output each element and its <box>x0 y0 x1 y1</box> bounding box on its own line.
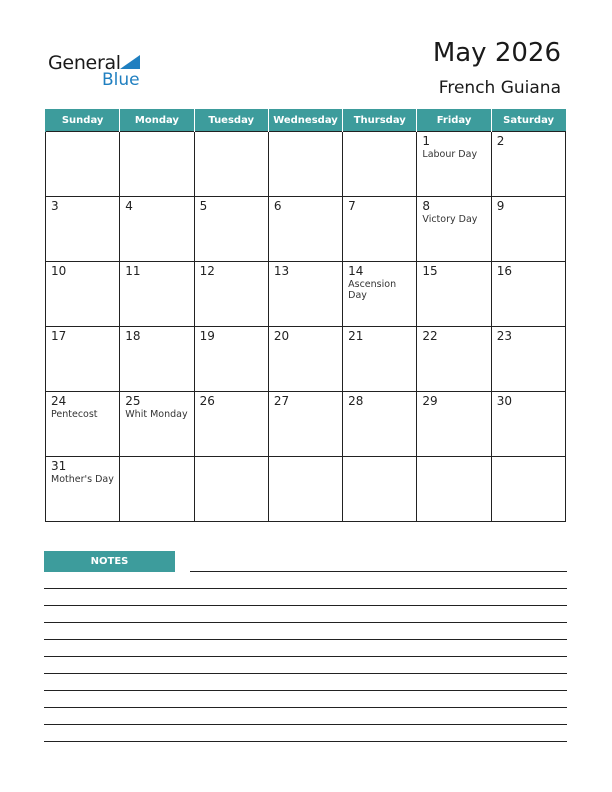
day-cell <box>491 327 565 392</box>
notes-rule-line <box>44 639 567 640</box>
day-cell <box>343 262 417 327</box>
day-number: 7 <box>348 199 356 213</box>
notes-rule-line <box>44 741 567 742</box>
day-cell <box>268 132 342 197</box>
day-number: 17 <box>51 329 67 343</box>
day-cell <box>120 327 194 392</box>
day-number: 1 <box>422 134 431 148</box>
day-number: 22 <box>422 329 438 343</box>
holiday-label: Ascension Day <box>348 279 397 301</box>
holiday-label: Whit Monday <box>125 409 188 420</box>
day-number: 28 <box>348 394 364 408</box>
day-cell <box>268 197 342 262</box>
calendar-grid <box>45 109 566 522</box>
day-cell <box>417 262 491 327</box>
day-number: 25 <box>125 394 141 408</box>
day-number: 14 <box>348 264 364 278</box>
notes-rule-line <box>190 571 567 572</box>
weekday-header: Thursday <box>343 109 417 132</box>
weekday-header: Wednesday <box>268 109 342 132</box>
holiday-label: Labour Day <box>422 149 478 160</box>
day-number: 31 <box>51 459 67 473</box>
generalblue-logo <box>48 52 148 92</box>
day-cell <box>46 327 120 392</box>
day-number: 2 <box>496 134 505 148</box>
day-cell <box>46 262 120 327</box>
weekday-header: Tuesday <box>194 109 268 132</box>
day-cell <box>491 457 565 522</box>
day-number: 10 <box>51 264 67 278</box>
week-row <box>46 197 566 262</box>
day-number: 19 <box>199 329 215 343</box>
day-number: 9 <box>496 199 505 213</box>
day-cell <box>343 392 417 457</box>
day-cell <box>120 392 194 457</box>
week-row <box>46 262 566 327</box>
day-number: 12 <box>199 264 215 278</box>
day-number: 30 <box>496 394 512 408</box>
day-cell <box>343 457 417 522</box>
notes-rule-line <box>44 673 567 674</box>
notes-rule-line <box>44 656 567 657</box>
holiday-label: Victory Day <box>422 214 478 225</box>
page-title: May 2026 <box>432 38 561 68</box>
day-cell <box>417 132 491 197</box>
day-cell <box>194 327 268 392</box>
day-cell <box>46 132 120 197</box>
weekday-header: Sunday <box>46 109 120 132</box>
day-number: 4 <box>125 199 133 213</box>
day-cell <box>417 392 491 457</box>
day-cell <box>120 132 194 197</box>
day-number: 27 <box>273 394 290 408</box>
day-cell <box>194 392 268 457</box>
day-number: 15 <box>422 264 438 278</box>
day-cell <box>268 262 342 327</box>
day-number: 23 <box>496 329 512 343</box>
notes-label: NOTES <box>44 551 175 572</box>
day-number: 5 <box>199 199 208 213</box>
day-number: 20 <box>273 329 290 343</box>
day-cell <box>194 197 268 262</box>
day-number: 18 <box>125 329 141 343</box>
week-row <box>46 327 566 392</box>
day-cell <box>343 327 417 392</box>
day-number: 13 <box>273 264 290 278</box>
day-cell <box>194 457 268 522</box>
day-cell <box>194 262 268 327</box>
weekday-header: Monday <box>120 109 194 132</box>
day-cell <box>268 392 342 457</box>
day-cell <box>194 132 268 197</box>
day-number: 29 <box>422 394 438 408</box>
day-number: 21 <box>348 329 364 343</box>
day-number: 8 <box>422 199 431 213</box>
logo-triangle-icon <box>120 55 140 69</box>
day-cell <box>120 262 194 327</box>
day-cell <box>491 132 565 197</box>
day-cell <box>46 392 120 457</box>
logo-blue-text: Blue <box>102 70 140 90</box>
day-number: 16 <box>496 264 512 278</box>
holiday-label: Mother's Day <box>51 474 114 485</box>
week-row <box>46 392 566 457</box>
day-cell <box>120 457 194 522</box>
weekday-header: Friday <box>417 109 491 132</box>
country-subtitle: French Guiana <box>438 78 561 98</box>
day-cell <box>268 327 342 392</box>
notes-rule-line <box>44 724 567 725</box>
day-cell <box>417 327 491 392</box>
notes-rule-line <box>44 690 567 691</box>
notes-rule-line <box>44 605 567 606</box>
day-cell <box>343 132 417 197</box>
week-row <box>46 132 566 197</box>
weekday-header: Saturday <box>491 109 565 132</box>
day-number: 11 <box>125 264 141 278</box>
day-cell <box>268 457 342 522</box>
notes-rule-line <box>44 622 567 623</box>
day-cell <box>46 457 120 522</box>
day-cell <box>417 457 491 522</box>
day-cell <box>491 262 565 327</box>
day-cell <box>417 197 491 262</box>
logo-general-text: General <box>48 52 121 74</box>
day-cell <box>120 197 194 262</box>
day-number: 24 <box>51 394 67 408</box>
day-number: 6 <box>273 199 282 213</box>
notes-rule-line <box>44 707 567 708</box>
notes-rule-line <box>44 588 567 589</box>
week-row <box>46 457 566 522</box>
weekday-header-row <box>46 109 566 132</box>
day-cell <box>491 392 565 457</box>
day-number: 26 <box>199 394 215 408</box>
day-cell <box>46 197 120 262</box>
holiday-label: Pentecost <box>51 409 98 420</box>
day-cell <box>491 197 565 262</box>
day-number: 3 <box>51 199 59 213</box>
day-cell <box>343 197 417 262</box>
